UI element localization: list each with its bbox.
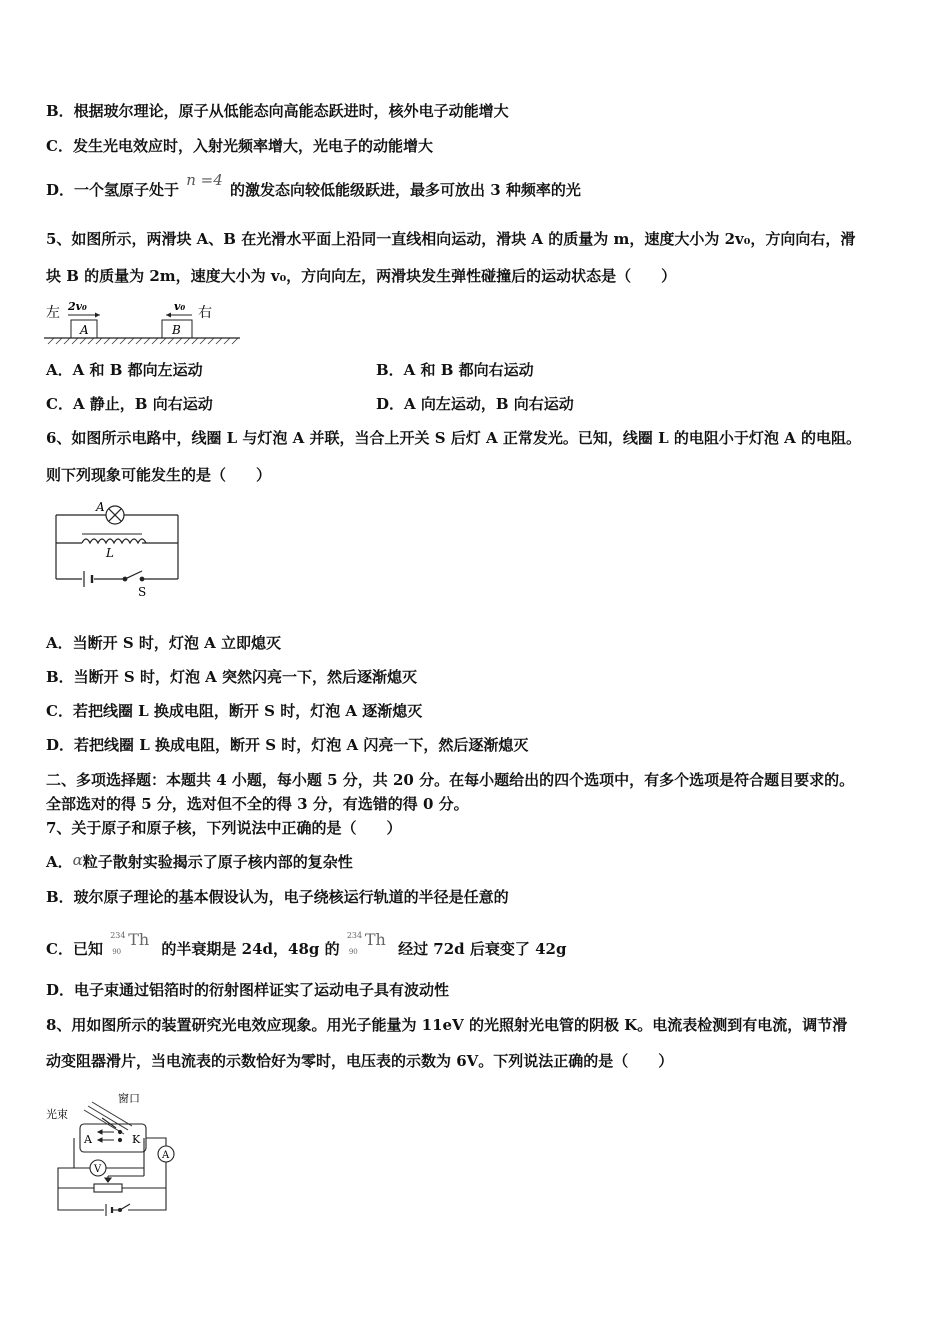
q8-ammeter-icon bbox=[158, 1146, 174, 1162]
q8-light-beam-icon bbox=[84, 1102, 132, 1134]
q4-option-b: B．根据玻尔理论，原子从低能态向高能态跃进时，核外电子动能增大 bbox=[46, 102, 509, 120]
q5-fig-block-b-label: B bbox=[172, 323, 181, 337]
q7-isotope-1-atomic: 90 bbox=[112, 948, 122, 956]
q6-stem-line1: 6、如图所示电路中，线圈 L 与灯泡 A 并联，当合上开关 S 后灯 A 正常发光。已知，线圈 L 的电阻小于灯泡 A 的电阻。 bbox=[46, 429, 861, 447]
q8-fig-window-label: 窗口 bbox=[118, 1092, 140, 1105]
q5-fig-arrowhead-b bbox=[166, 313, 171, 318]
q5-option-c: C．A 静止，B 向右运动 bbox=[46, 395, 213, 413]
q7-isotope-th-1 bbox=[108, 932, 156, 958]
q6-lamp-icon bbox=[106, 506, 124, 524]
q4-n-equals-4: n =4 bbox=[186, 171, 223, 189]
q5-fig-left-label: 左 bbox=[46, 305, 60, 321]
q7-option-a-prefix: A． bbox=[46, 853, 73, 871]
q7-option-c-mid: 的半衰期是 24d，48g 的 bbox=[161, 940, 340, 958]
section2-heading-line2: 全部选对的得 5 分，选对但不全的得 3 分，有选错的得 0 分。 bbox=[46, 795, 469, 813]
q6-option-b: B．当断开 S 时，灯泡 A 突然闪亮一下，然后逐渐熄灭 bbox=[46, 668, 418, 686]
q7-isotope-1-symbol: Th bbox=[128, 930, 150, 949]
q7-isotope-2-symbol: Th bbox=[364, 930, 386, 949]
q8-rheostat-icon bbox=[94, 1178, 122, 1192]
q4-option-d-prefix: D．一个氢原子处于 bbox=[46, 181, 180, 199]
q6-option-d: D．若把线圈 L 换成电阻，断开 S 时，灯泡 A 闪亮一下，然后逐渐熄灭 bbox=[46, 736, 529, 754]
q5-option-a: A．A 和 B 都向左运动 bbox=[46, 361, 203, 379]
q8-fig-beam-label: 光束 bbox=[46, 1108, 68, 1121]
q6-switch-icon bbox=[123, 571, 144, 581]
q6-figure-circuit bbox=[50, 497, 190, 601]
q6-option-a: A．当断开 S 时，灯泡 A 立即熄灭 bbox=[46, 634, 281, 652]
q5-fig-arrowhead-a bbox=[95, 313, 100, 318]
q6-fig-switch-label: S bbox=[138, 585, 147, 599]
q5-stem-line1: 5、如图所示，两滑块 A、B 在光滑水平面上沿同一直线相向运动，滑块 A 的质量为 m，速度大小为 2v₀，方向向右，滑 bbox=[46, 230, 856, 248]
q8-stem-line1: 8、用如图所示的装置研究光电效应现象。用光子能量为 11eV 的光照射光电管的阴极 K。电流表检测到有电流，调节滑 bbox=[46, 1016, 848, 1034]
q8-figure-photoelectric bbox=[44, 1088, 192, 1224]
q7-option-a-suffix: 粒子散射实验揭示了原子核内部的复杂性 bbox=[82, 853, 353, 871]
q6-coil-icon bbox=[82, 539, 146, 543]
q7-option-a bbox=[46, 852, 353, 872]
q8-voltmeter-icon bbox=[90, 1160, 106, 1176]
q8-electron-arrows-icon bbox=[98, 1130, 122, 1142]
q4-option-d-suffix: 的激发态向较低能级跃进，最多可放出 3 种频率的光 bbox=[230, 181, 581, 199]
q6-battery-icon bbox=[84, 571, 92, 587]
q7-alpha-symbol: α bbox=[72, 851, 83, 869]
q5-stem-line2: 块 B 的质量为 2m，速度大小为 v₀，方向向左，两滑块发生弹性碰撞后的运动状态是（ ） bbox=[46, 267, 677, 285]
q7-stem: 7、关于原子和原子核，下列说法中正确的是（ ） bbox=[46, 819, 402, 837]
q7-isotope-2-atomic: 90 bbox=[348, 948, 358, 956]
q6-stem-line2: 则下列现象可能发生的是（ ） bbox=[46, 466, 272, 484]
q8-battery-icon bbox=[106, 1204, 118, 1216]
q6-fig-coil-label: L bbox=[106, 546, 114, 560]
q8-fig-cathode-label: K bbox=[132, 1133, 141, 1146]
q5-figure-sliders bbox=[44, 296, 244, 350]
q7-option-c-suffix: 经过 72d 后衰变了 42g bbox=[398, 940, 567, 958]
q7-option-d: D．电子束通过铝箔时的衍射图样证实了运动电子具有波动性 bbox=[46, 981, 450, 999]
q6-option-c: C．若把线圈 L 换成电阻，断开 S 时，灯泡 A 逐渐熄灭 bbox=[46, 702, 423, 720]
q5-option-d: D．A 向左运动，B 向右运动 bbox=[376, 395, 574, 413]
q5-fig-right-label: 右 bbox=[198, 305, 212, 321]
q4-option-c: C．发生光电效应时，入射光频率增大，光电子的动能增大 bbox=[46, 137, 433, 155]
q7-isotope-2-mass: 234 bbox=[346, 931, 363, 940]
q7-option-c-prefix: C．已知 bbox=[46, 940, 103, 958]
q8-stem-line2: 动变阻器滑片，当电流表的示数恰好为零时，电压表的示数为 6V。下列说法正确的是（ ） bbox=[46, 1052, 674, 1070]
q7-isotope-1-mass: 234 bbox=[110, 931, 126, 940]
q8-fig-anode-label: A bbox=[84, 1133, 92, 1146]
q5-fig-va-label: 2v₀ bbox=[68, 300, 87, 313]
q5-fig-vb-label: v₀ bbox=[174, 300, 186, 313]
q4-option-d bbox=[46, 171, 581, 200]
q5-fig-ground-hatch bbox=[48, 338, 238, 344]
q5-fig-block-a-label: A bbox=[80, 323, 89, 337]
q8-fig-ammeter-label: A bbox=[162, 1150, 170, 1161]
q7-option-c bbox=[46, 932, 566, 959]
q6-fig-lamp-label: A bbox=[96, 500, 105, 514]
q7-isotope-th-2 bbox=[345, 932, 393, 958]
q7-option-b: B．玻尔原子理论的基本假设认为，电子绕核运行轨道的半径是任意的 bbox=[46, 888, 509, 906]
section2-heading-line1: 二、多项选择题：本题共 4 小题，每小题 5 分，共 20 分。在每小题给出的四个选项中，有多个选项是符合题目要求的。 bbox=[46, 771, 855, 789]
q8-fig-voltmeter-label: V bbox=[94, 1164, 102, 1175]
q5-option-b: B．A 和 B 都向右运动 bbox=[376, 361, 534, 379]
